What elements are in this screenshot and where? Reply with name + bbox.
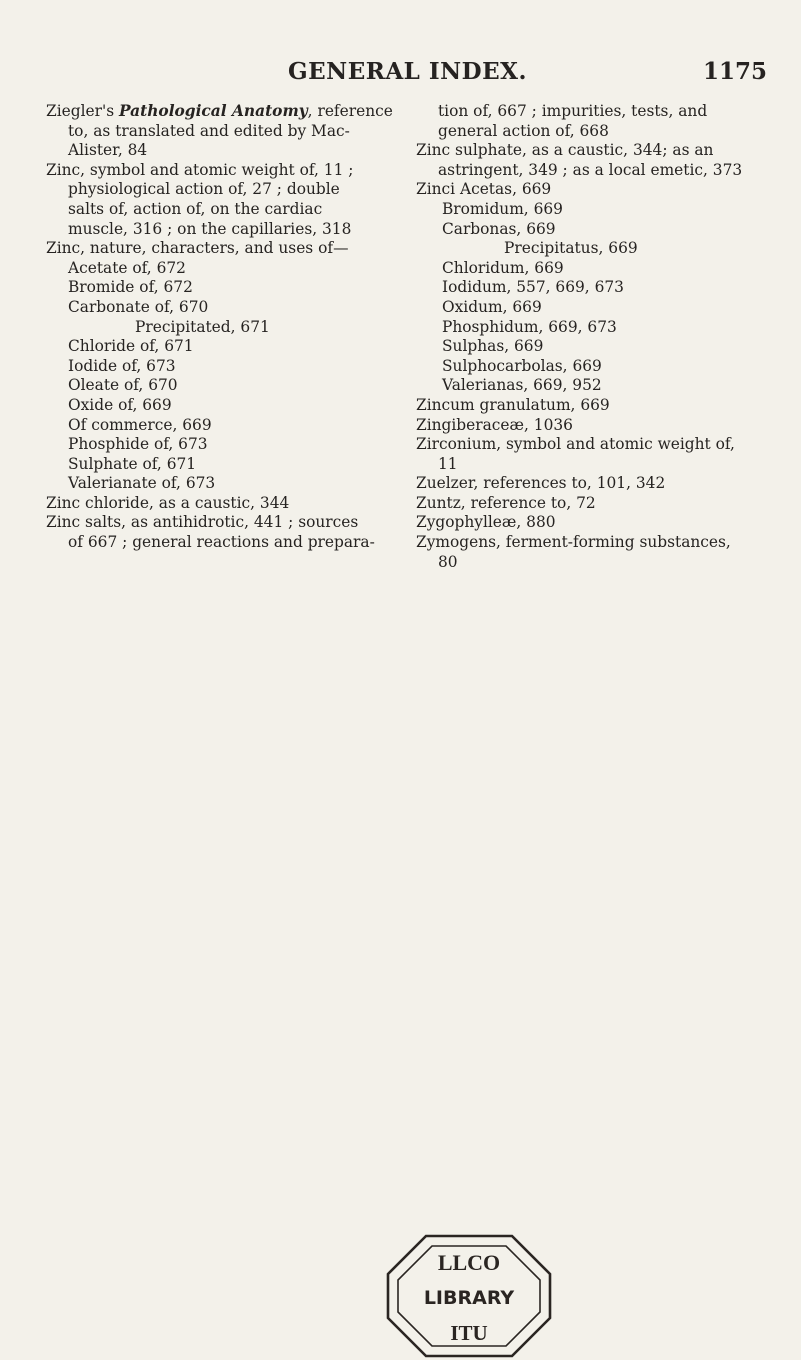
index-subentry: Acetate of, 672 (68, 258, 186, 277)
left-column (46, 102, 392, 553)
index-entry-cont: general action of, 668 (438, 121, 609, 140)
index-entry: Zincum granulatum, 669 (416, 395, 610, 414)
index-entry: Zingiberaceæ, 1036 (416, 415, 573, 434)
index-subentry: Carbonas, 669 (442, 219, 556, 238)
index-entry: Zinc sulphate, as a caustic, 344; as an (416, 141, 714, 160)
index-entry-cont: astringent, 349 ; as a local emetic, 373 (438, 160, 743, 179)
index-entry-cont: of 667 ; general reactions and prepara- (68, 533, 375, 552)
index-subentry: Bromidum, 669 (442, 199, 563, 218)
index-title: GENERAL INDEX. (288, 58, 527, 85)
index-entry: Ziegler's Pathological Anatomy, reference (46, 102, 393, 120)
page-number: 1175 (703, 58, 768, 85)
index-subentry: Sulphas, 669 (442, 337, 544, 356)
index-subentry: Phosphidum, 669, 673 (442, 317, 617, 336)
index-entry-cont: to, as translated and edited by Mac- (68, 121, 350, 140)
page-header (0, 52, 801, 92)
index-entry: Zinc chloride, as a caustic, 344 (46, 493, 290, 512)
index-entry: Zinc, nature, characters, and uses of— (46, 239, 349, 258)
index-entry: Zymogens, ferment-forming substances, (416, 533, 731, 552)
index-subentry: Valerianate of, 673 (68, 474, 216, 493)
index-entry: Zygophylleæ, 880 (416, 513, 556, 532)
index-entry-cont: muscle, 316 ; on the capillaries, 318 (68, 219, 352, 238)
index-entry-cont: Alister, 84 (68, 141, 148, 160)
index-subentry: Of commerce, 669 (68, 415, 212, 434)
index-entry-cont: 11 (438, 454, 458, 473)
index-subentry: Iodidum, 557, 669, 673 (442, 278, 624, 297)
index-entry: Zuelzer, references to, 101, 342 (416, 474, 666, 493)
index-subentry: Carbonate of, 670 (68, 297, 209, 316)
index-subentry: Sulphocarbolas, 669 (442, 356, 602, 375)
stamp-top-text: LLCO (437, 1250, 501, 1275)
index-entry: Zuntz, reference to, 72 (416, 493, 596, 512)
index-entry-cont: tion of, 667 ; impurities, tests, and (438, 102, 708, 120)
index-entry: Zinc, symbol and atomic weight of, 11 ; (46, 160, 354, 179)
index-subentry: Iodide of, 673 (68, 356, 176, 375)
index-subentry: Chloride of, 671 (68, 337, 194, 356)
index-subentry: Valerianas, 669, 952 (442, 376, 602, 395)
index-subentry: Oleate of, 670 (68, 376, 178, 395)
index-entry-cont: salts of, action of, on the cardiac (68, 199, 323, 218)
index-subsubentry: Precipitatus, 669 (504, 239, 638, 258)
index-subentry: Phosphide of, 673 (68, 435, 208, 454)
index-subentry: Bromide of, 672 (68, 278, 193, 297)
stamp-center-text: LIBRARY (423, 1287, 515, 1309)
library-stamp (384, 1232, 554, 1360)
index-subentry: Oxide of, 669 (68, 395, 172, 414)
book-title: Pathological Anatomy (119, 102, 308, 120)
index-subentry: Sulphate of, 671 (68, 454, 197, 473)
index-entry-cont: 80 (438, 552, 458, 571)
index-subsubentry: Precipitated, 671 (135, 317, 270, 336)
stamp-bottom-text: ITU (450, 1321, 488, 1345)
index-subentry: Oxidum, 669 (442, 297, 542, 316)
index-entry: Zinc salts, as antihidrotic, 441 ; sources (46, 513, 359, 532)
index-subentry: Chloridum, 669 (442, 258, 564, 277)
index-entry: Zinci Acetas, 669 (416, 180, 552, 199)
right-column (416, 102, 764, 572)
index-entry: Zirconium, symbol and atomic weight of, (416, 435, 735, 454)
index-entry-cont: physiological action of, 27 ; double (68, 180, 340, 199)
